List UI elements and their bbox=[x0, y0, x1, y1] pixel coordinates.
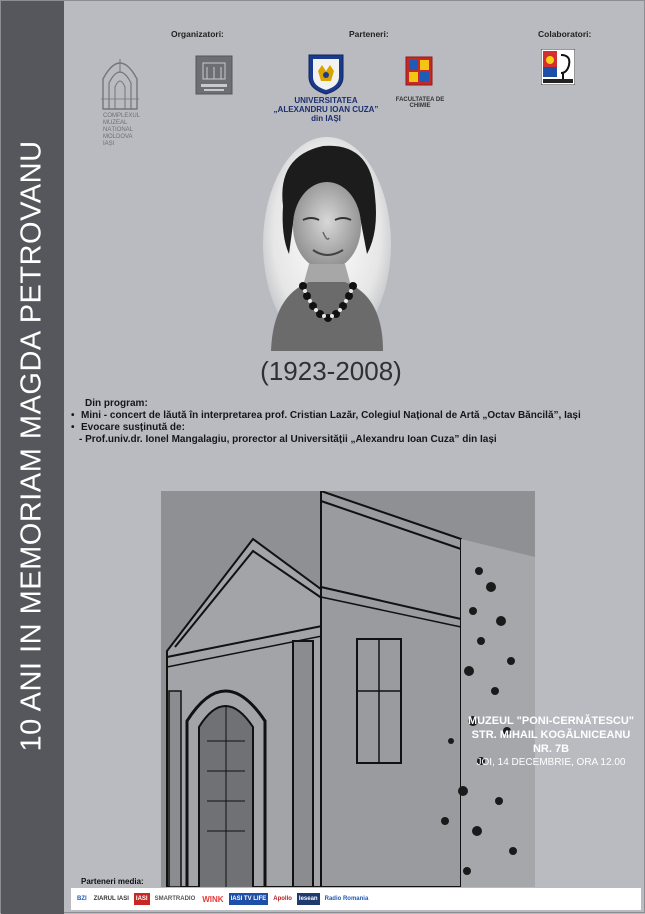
cmnm-logo-icon bbox=[99, 53, 141, 111]
media-logo: ZIARUL IASI bbox=[93, 896, 129, 902]
faculty-chemistry-logo-icon bbox=[405, 56, 433, 86]
collaborator-logo-icon bbox=[541, 49, 575, 85]
side-title: 10 ANI IN MEMORIAM MAGDA PETROVANU bbox=[15, 140, 48, 752]
media-logo: WINK bbox=[202, 894, 224, 904]
museum-logo-icon bbox=[195, 55, 233, 95]
venue-street: STR. MIHAIL KOGĂLNICEANU NR. 7B bbox=[471, 729, 631, 755]
media-logo: SMARTRADIO bbox=[154, 896, 196, 902]
bullet-icon: • bbox=[71, 422, 75, 433]
program-item-2: Evocare susținută de: bbox=[81, 422, 185, 433]
media-logo: Apollo bbox=[273, 896, 292, 902]
media-partners-strip bbox=[71, 888, 641, 910]
media-logo: BZI bbox=[77, 896, 87, 902]
venue-block bbox=[466, 714, 636, 770]
collaborators-label: Colaboratori: bbox=[538, 29, 592, 39]
program-block bbox=[71, 398, 631, 446]
media-partners-label: Parteneri media: bbox=[81, 877, 144, 886]
years-text: (1923-2008) bbox=[260, 356, 402, 386]
organizers-label: Organizatori: bbox=[171, 29, 224, 39]
cmnm-text: COMPLEXUL MUZEAL NAȚIONAL MOLDOVA IAȘI bbox=[103, 113, 141, 147]
media-logo: Radio Romania bbox=[324, 896, 369, 902]
venue-datetime: JOI, 14 DECEMBRIE, ORA 12.00 bbox=[476, 757, 626, 768]
media-logo: IASI TV LIFE bbox=[229, 893, 269, 905]
program-item-1: Mini - concert de lăută în interpretarea prof. Cristian Lazăr, Colegiul Național de Artă „Octav Băncilă”, Iași bbox=[81, 410, 581, 421]
media-logo: IASI bbox=[134, 893, 150, 905]
faculty-name: FACULTATEA DE CHIMIE bbox=[395, 97, 445, 109]
media-logo: Iesean bbox=[297, 893, 320, 905]
partners-label: Parteneri: bbox=[349, 29, 389, 39]
venue-name: MUZEUL "PONI-CERNĂTESCU" bbox=[467, 715, 635, 727]
program-title: Din program: bbox=[85, 398, 148, 409]
uaic-name: UNIVERSITATEA „ALEXANDRU IOAN CUZA” din IAȘI bbox=[273, 96, 379, 123]
program-item-2-detail: - Prof.univ.dr. Ionel Mangalagiu, prorector al Universității „Alexandru Ioan Cuza” din Iași bbox=[79, 434, 497, 445]
portrait-image bbox=[263, 136, 391, 351]
uaic-shield-icon bbox=[307, 53, 345, 95]
building-image bbox=[161, 491, 535, 887]
bullet-icon: • bbox=[71, 410, 75, 421]
